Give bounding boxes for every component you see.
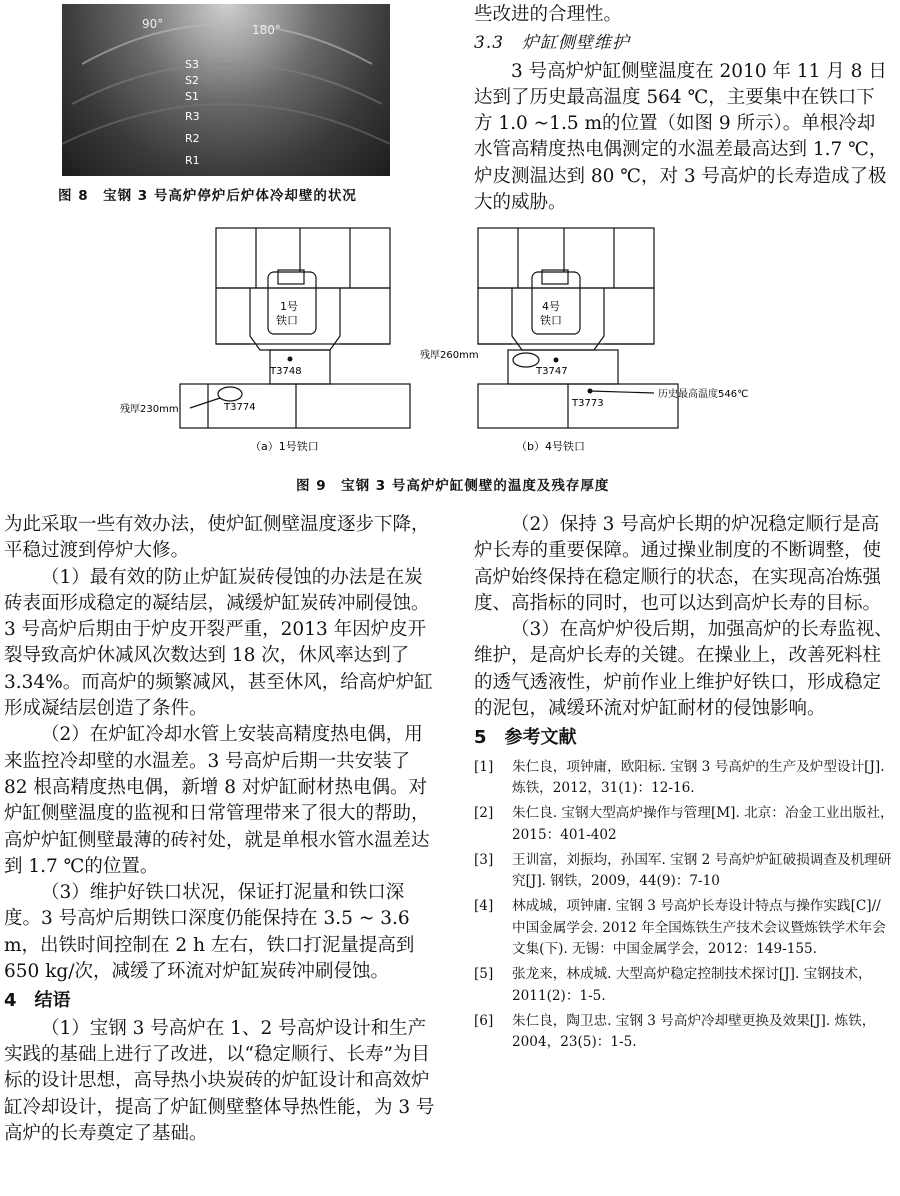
right-para-2: （3）在高炉炉役后期，加强高炉的长寿监视、维护，是高炉长寿的关键。在操业上，改善死料柱的透气透液性，炉前作业上维护好铁口，形成稳定的泥包，减缓环流对炉缸耐材的侵蚀影响。 bbox=[474, 619, 893, 720]
panel-a-t3748: T3748 bbox=[270, 366, 302, 377]
photo-label-s3: S3 bbox=[185, 58, 199, 71]
left-column bbox=[4, 512, 436, 1147]
right-top-line0: 些改进的合理性。 bbox=[474, 4, 623, 25]
left-para-2: （1）最有效的防止炉缸炭砖侵蚀的办法是在炭砖表面形成稳定的凝结层，减缓炉缸炭砖冲刷侵蚀。3 号高炉后期由于炉皮开裂严重，2013 年因炉皮开裂导致高炉休减风次数达到 18 次，休风率达到了 3.34%。而高炉的频繁减风，甚至休风，给高炉炉缸形成凝结层创造了条件。 bbox=[4, 566, 433, 720]
left-para-1: 为此采取一些有效办法，使炉缸侧壁温度逐步下降，平稳过渡到停炉大修。 bbox=[4, 514, 430, 562]
figure9-caption: 图 9 宝钢 3 号高炉炉缸侧壁的温度及残存厚度 bbox=[296, 478, 610, 494]
figure8-photo bbox=[62, 4, 390, 176]
figure9-panel-a bbox=[180, 228, 410, 428]
photo-label-s1: S1 bbox=[185, 90, 199, 103]
figure8-photo-overlay bbox=[62, 4, 390, 176]
reference-item: [6] 朱仁良，陶卫忠. 宝钢 3 号高炉冷却壁更换及效果[J]. 炼铁，2004，23(5)：1-5. bbox=[474, 1012, 876, 1051]
photo-label-180: 180° bbox=[252, 23, 281, 37]
right-para-1: （2）保持 3 号高炉长期的炉况稳定顺行是高炉长寿的重要保障。通过操业制度的不断调整，使高炉始终保持在稳定顺行的状态，在实现高冶炼强度、高指标的同时，也可以达到高炉长寿的目标。 bbox=[474, 514, 882, 614]
reference-item: [3] 王训富，刘振均，孙国军. 宝钢 2 号高炉炉缸破损调查及机理研究[J]. 钢铁，2009，44(9)：7-10 bbox=[474, 851, 892, 890]
figure8-caption: 图 8 宝钢 3 号高炉停炉后炉体冷却壁的状况 bbox=[58, 188, 357, 204]
photo-label-90: 90° bbox=[142, 17, 164, 31]
right-top-para: 3 号高炉炉缸侧壁温度在 2010 年 11 月 8 日达到了历史最高温度 564 ℃，主要集中在铁口下方 1.0 ~1.5 m的位置（如图 9 所示）。单根冷却水管高精度热电偶测定的水温差最高达到 1.7 ℃，炉皮测温达到 80 ℃，对 3 号高炉的长寿造成了极大的威胁。 bbox=[474, 60, 888, 214]
left-para-5: （1）宝钢 3 号高炉在 1、2 号高炉设计和生产实践的基础上进行了改进，以“稳定顺行、长寿”为目标的设计思想，高导热小块炭砖的炉缸设计和高效炉缸冷却设计，提高了炉缸侧壁整体导热性能，为 3 号高炉的长寿奠定了基础。 bbox=[4, 1017, 435, 1144]
subsection-3-3-title: 3.3 炉缸侧壁维护 bbox=[474, 33, 631, 54]
reference-item: [5] 张龙来，林成城. 大型高炉稳定控制技术探讨[J]. 宝钢技术，2011(2)：1-5. bbox=[474, 966, 872, 1004]
panel-b-tap-number: 4号 bbox=[542, 300, 560, 313]
reference-list bbox=[474, 757, 894, 1054]
panel-a-tap-number: 1号 bbox=[280, 300, 298, 313]
panel-a-subcaption: （a）1号铁口 bbox=[250, 440, 319, 453]
panel-a-t3774: T3774 bbox=[224, 402, 256, 413]
left-para-4: （3）维护好铁口状况，保证打泥量和铁口深度。3 号高炉后期铁口深度仍能保持在 3.5 ~ 3.6 m，出铁时间控制在 2 h 左右，铁口打泥量提高到 650 kg/次，减缓了环流对炉缸炭砖冲刷侵蚀。 bbox=[4, 882, 415, 983]
figure9-diagram bbox=[120, 224, 800, 460]
panel-a-residual: 残厚230mm bbox=[120, 404, 179, 415]
photo-label-s2: S2 bbox=[185, 74, 199, 87]
panel-a-tap-label: 铁口 bbox=[276, 314, 298, 327]
section-5-title: 5 参考文献 bbox=[474, 727, 577, 749]
right-column bbox=[474, 512, 894, 1057]
reference-item: [4] 林成城，项钟庸. 宝钢 3 号高炉长寿设计特点与操作实践[C]//中国金属学会. 2012 年全国炼铁生产技术会议暨炼铁学术年会文集(下). 无锡：中国金属学会，2012：149-155. bbox=[474, 898, 886, 958]
photo-label-r2: R2 bbox=[185, 132, 200, 145]
panel-b-t3747: T3747 bbox=[536, 366, 568, 377]
reference-item: [1] 朱仁良，项钟庸，欧阳标. 宝钢 3 号高炉的生产及炉型设计[J]. 炼铁，2012，31(1)：12-16. bbox=[474, 758, 885, 797]
photo-label-r3: R3 bbox=[185, 110, 200, 123]
reference-item: [2] 朱仁良. 宝钢大型高炉操作与管理[M]. 北京：冶金工业出版社，2015：401-402 bbox=[474, 805, 894, 843]
panel-b-residual: 残厚260mm bbox=[420, 350, 479, 361]
photo-label-r1: R1 bbox=[185, 154, 200, 167]
panel-b-t3773: T3773 bbox=[572, 398, 604, 409]
left-para-3: （2）在炉缸冷却水管上安装高精度热电偶，用来监控冷却壁的水温差。3 号高炉后期一共安装了 82 根高精度热电偶，新增 8 对炉缸耐材热电偶。对炉缸侧壁温度的监视和日常管理带来了很大的帮助，高炉炉缸侧壁最薄的砖衬处，就是单根水管水温差达到 1.7 ℃的位置。 bbox=[4, 724, 430, 877]
panel-b-subcaption: （b）4号铁口 bbox=[516, 440, 585, 453]
panel-b-max-temp: 历史最高温度546℃ bbox=[658, 389, 749, 400]
panel-b-tap-label: 铁口 bbox=[540, 314, 562, 327]
right-top-block bbox=[474, 2, 892, 216]
section-4-title: 4 结语 bbox=[4, 990, 71, 1012]
